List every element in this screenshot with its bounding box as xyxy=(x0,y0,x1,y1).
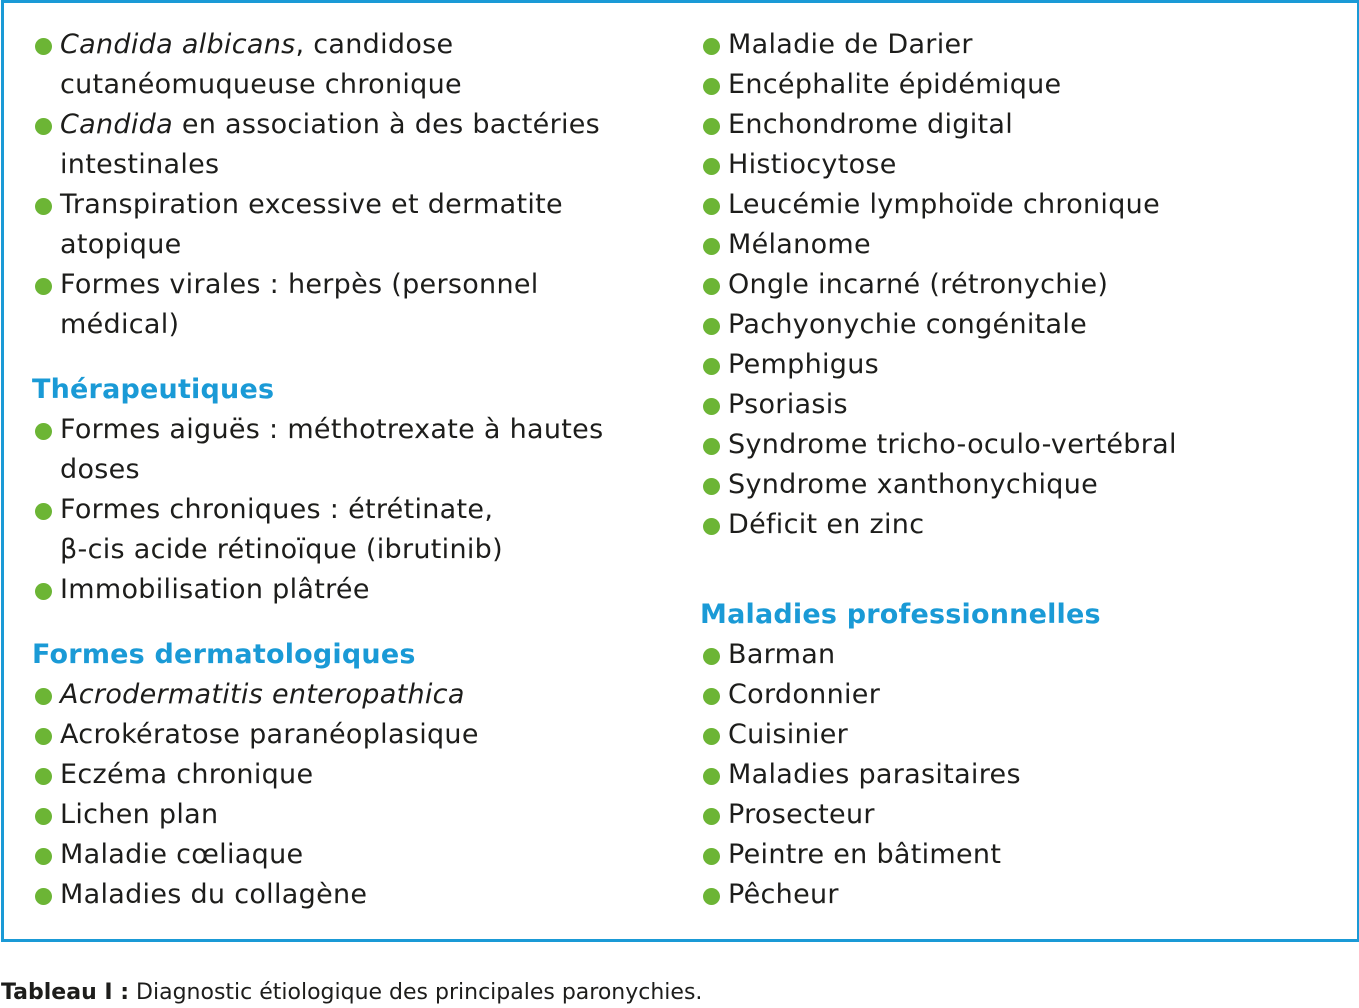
item-text: Pachyonychie congénitale xyxy=(728,309,1088,340)
bullet-icon xyxy=(35,503,52,520)
item-italic: Candida albicans xyxy=(60,29,296,60)
bullet-icon xyxy=(703,158,720,175)
item-text: Transpiration excessive et dermatite xyxy=(60,189,563,220)
list-item xyxy=(700,425,1340,465)
section-heading-therapeutic: Thérapeutiques xyxy=(32,374,275,405)
bullet-icon xyxy=(703,398,720,415)
item-text: Pêcheur xyxy=(728,879,839,910)
bullet-icon xyxy=(703,238,720,255)
item-text: Syndrome xanthonychique xyxy=(728,469,1099,500)
list-item xyxy=(700,265,1340,305)
list-item xyxy=(700,145,1340,185)
list-item xyxy=(700,385,1340,425)
bullet-icon xyxy=(35,848,52,865)
bullet-icon xyxy=(703,888,720,905)
item-text: Ongle incarné (rétronychie) xyxy=(728,269,1109,300)
bullet-icon xyxy=(35,728,52,745)
list-item xyxy=(700,875,1340,915)
bullet-icon xyxy=(703,198,720,215)
list-item xyxy=(32,795,652,835)
item-text: atopique xyxy=(60,229,182,260)
list-item xyxy=(700,105,1340,145)
table-caption xyxy=(1,978,702,1008)
item-text: Maladie de Darier xyxy=(728,29,973,60)
bullet-icon xyxy=(703,518,720,535)
list-item xyxy=(32,715,652,755)
bullet-icon xyxy=(35,198,52,215)
list-item xyxy=(32,185,652,265)
list-item xyxy=(700,755,1340,795)
bullet-icon xyxy=(703,848,720,865)
bullet-icon xyxy=(703,688,720,705)
item-text: Barman xyxy=(728,639,836,670)
bullet-icon xyxy=(35,768,52,785)
bullet-icon xyxy=(703,648,720,665)
list-item xyxy=(32,105,652,185)
caption-label: Tableau I : xyxy=(1,980,130,1005)
item-text: Prosecteur xyxy=(728,799,875,830)
list-item xyxy=(700,675,1340,715)
list-item xyxy=(32,410,652,490)
bullet-icon xyxy=(703,278,720,295)
item-text: Peintre en bâtiment xyxy=(728,839,1002,870)
list-item xyxy=(700,345,1340,385)
item-text: Enchondrome digital xyxy=(728,109,1014,140)
item-text: Pemphigus xyxy=(728,349,880,380)
item-italic: Acrodermatitis enteropathica xyxy=(60,679,465,710)
item-text: Formes chroniques : étrétinate, xyxy=(60,494,494,525)
list-item xyxy=(700,65,1340,105)
bullet-icon xyxy=(703,438,720,455)
bullet-icon xyxy=(35,583,52,600)
bullet-icon xyxy=(35,888,52,905)
item-text: Formes virales : herpès (personnel xyxy=(60,269,539,300)
bullet-icon xyxy=(35,688,52,705)
item-text: Immobilisation plâtrée xyxy=(60,574,370,605)
list-item xyxy=(700,835,1340,875)
bullet-icon xyxy=(703,358,720,375)
bullet-icon xyxy=(703,318,720,335)
bullet-icon xyxy=(703,768,720,785)
section-heading-occupational: Maladies professionnelles xyxy=(700,599,1101,630)
list-item xyxy=(700,465,1340,505)
list-item xyxy=(700,185,1340,225)
right-column xyxy=(700,25,1340,915)
list-item xyxy=(32,265,652,345)
item-text: Maladies parasitaires xyxy=(728,759,1021,790)
item-text: doses xyxy=(60,454,140,485)
item-text: Maladie cœliaque xyxy=(60,839,304,870)
item-italic: Candida xyxy=(60,109,173,140)
item-text: Cuisinier xyxy=(728,719,849,750)
item-text: Psoriasis xyxy=(728,389,848,420)
list-item xyxy=(32,490,652,570)
item-text: , candidose xyxy=(295,29,454,60)
bullet-icon xyxy=(703,78,720,95)
item-text: médical) xyxy=(60,309,180,340)
list-item xyxy=(700,635,1340,675)
list-item xyxy=(32,755,652,795)
item-text: Maladies du collagène xyxy=(60,879,368,910)
list-item xyxy=(32,25,652,105)
item-text: Acrokératose paranéoplasique xyxy=(60,719,479,750)
item-text: β-cis acide rétinoïque (ibrutinib) xyxy=(60,534,503,565)
bullet-icon xyxy=(703,478,720,495)
item-text: Mélanome xyxy=(728,229,871,260)
list-item xyxy=(32,875,652,915)
list-item xyxy=(700,305,1340,345)
item-text: Syndrome tricho-oculo-vertébral xyxy=(728,429,1177,460)
item-text: Lichen plan xyxy=(60,799,219,830)
bullet-icon xyxy=(35,118,52,135)
item-text: Leucémie lymphoïde chronique xyxy=(728,189,1160,220)
list-item xyxy=(700,795,1340,835)
list-item xyxy=(700,715,1340,755)
left-column xyxy=(32,25,652,915)
bullet-icon xyxy=(35,278,52,295)
list-item xyxy=(700,25,1340,65)
bullet-icon xyxy=(703,728,720,745)
section-heading-dermatologic: Formes dermatologiques xyxy=(32,639,416,670)
bullet-icon xyxy=(703,38,720,55)
bullet-icon xyxy=(35,38,52,55)
item-text: Eczéma chronique xyxy=(60,759,314,790)
bullet-icon xyxy=(35,423,52,440)
list-item xyxy=(700,225,1340,265)
bullet-icon xyxy=(703,808,720,825)
item-text: Déficit en zinc xyxy=(728,509,925,540)
item-text: en association à des bactéries xyxy=(172,109,601,140)
bullet-icon xyxy=(703,118,720,135)
bullet-icon xyxy=(35,808,52,825)
table-frame xyxy=(1,0,1359,942)
list-item xyxy=(32,675,652,715)
item-text: intestinales xyxy=(60,149,220,180)
item-text: Cordonnier xyxy=(728,679,881,710)
item-text: cutanéomuqueuse chronique xyxy=(60,69,462,100)
list-item xyxy=(700,505,1340,545)
caption-text: Diagnostic étiologique des principales paronychies. xyxy=(129,980,703,1005)
item-text: Formes aiguës : méthotrexate à hautes xyxy=(60,414,604,445)
list-item xyxy=(32,570,652,610)
list-item xyxy=(32,835,652,875)
item-text: Histiocytose xyxy=(728,149,897,180)
item-text: Encéphalite épidémique xyxy=(728,69,1062,100)
